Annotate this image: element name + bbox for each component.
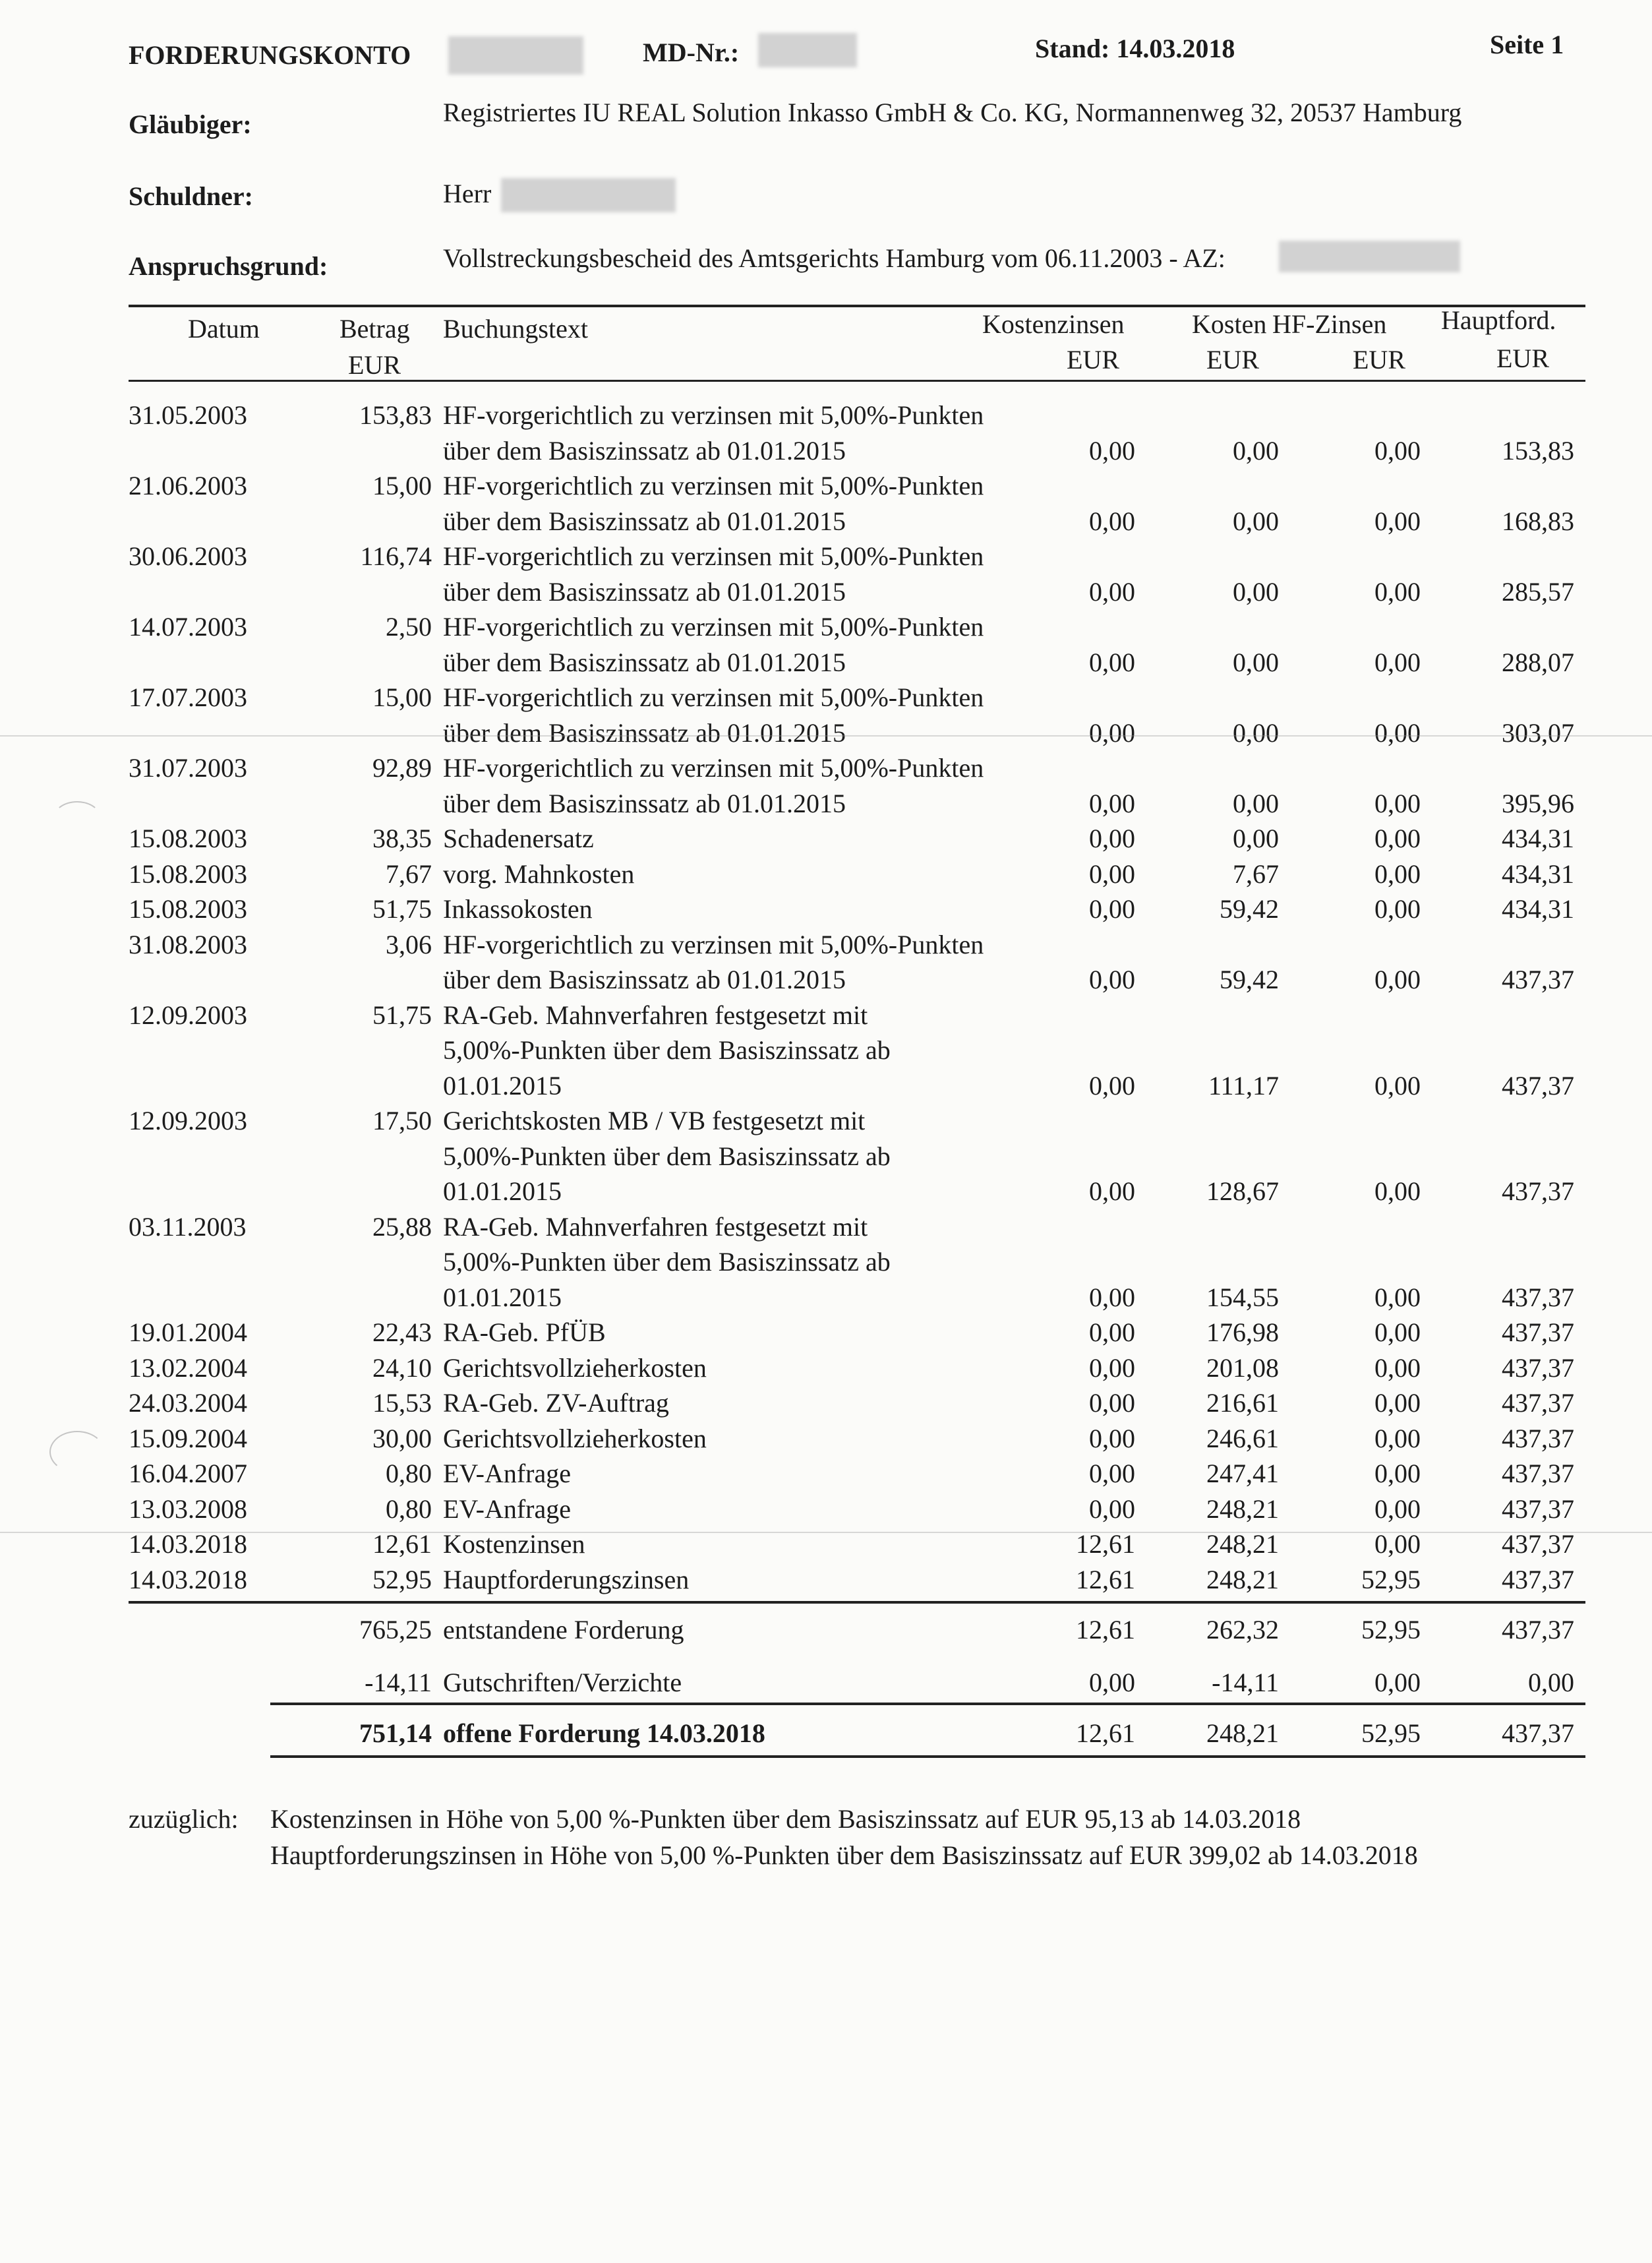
row-buchungstext: RA-Geb. Mahnverfahren festgesetzt mit: [443, 1211, 868, 1242]
scan-line: [0, 1532, 1652, 1533]
row-kostenzinsen: 0,00: [1089, 894, 1135, 924]
summary-mid-rule: [270, 1703, 1585, 1705]
row-hf-zinsen: 0,00: [1374, 1459, 1421, 1488]
row-betrag: 25,88: [372, 1211, 432, 1242]
row-kosten: 111,17: [1208, 1070, 1279, 1101]
row-kosten: 176,98: [1206, 1317, 1279, 1347]
row-buchungstext: über dem Basiszinssatz ab 01.01.2015: [443, 788, 846, 818]
row-kosten: 59,42: [1220, 965, 1279, 994]
row-hauptford: 434,31: [1502, 859, 1574, 889]
row-betrag: 24,10: [372, 1352, 432, 1383]
row-buchungstext: über dem Basiszinssatz ab 01.01.2015: [443, 506, 846, 536]
row-betrag: 3,06: [386, 929, 432, 959]
summary-kostenzinsen: 12,61: [1076, 1615, 1135, 1644]
row-buchungstext: RA-Geb. ZV-Auftrag: [443, 1388, 669, 1418]
summary-kosten: 262,32: [1206, 1615, 1279, 1644]
row-datum: 31.05.2003: [129, 400, 247, 430]
row-buchungstext: Inkassokosten: [443, 894, 593, 924]
row-betrag: 116,74: [360, 541, 432, 571]
row-hf-zinsen: 0,00: [1374, 1070, 1421, 1101]
redacted-debtor-name: [501, 178, 676, 212]
scan-line: [0, 735, 1652, 737]
row-buchungstext: 5,00%-Punkten über dem Basiszinssatz ab: [443, 1035, 891, 1065]
row-kosten: 246,61: [1206, 1423, 1279, 1453]
row-kostenzinsen: 12,61: [1076, 1529, 1135, 1559]
row-buchungstext: HF-vorgerichtlich zu verzinsen mit 5,00%-Punkten: [443, 400, 984, 430]
row-hauptford: 437,37: [1502, 1388, 1574, 1418]
summary-betrag: -14,11: [365, 1668, 432, 1697]
summary-hauptford: 437,37: [1502, 1615, 1574, 1644]
glaeubiger-label: Gläubiger:: [129, 109, 252, 139]
row-kosten: 201,08: [1206, 1352, 1279, 1383]
row-buchungstext: HF-vorgerichtlich zu verzinsen mit 5,00%-Punkten: [443, 541, 984, 571]
row-buchungstext: EV-Anfrage: [443, 1459, 572, 1488]
row-kostenzinsen: 12,61: [1076, 1564, 1135, 1594]
row-hf-zinsen: 0,00: [1374, 1282, 1421, 1312]
row-betrag: 17,50: [372, 1106, 432, 1135]
redacted-case-number: [1279, 241, 1460, 272]
row-hauptford: 437,37: [1502, 1282, 1574, 1312]
row-kostenzinsen: 0,00: [1089, 1176, 1135, 1206]
footer-label: zuzüglich:: [129, 1804, 239, 1834]
row-kosten: 154,55: [1206, 1282, 1279, 1312]
row-kosten: 0,00: [1233, 788, 1279, 818]
anspruchsgrund-value: Vollstreckungsbescheid des Amtsgerichts Hamburg vom 06.11.2003 - AZ:: [443, 243, 1225, 273]
row-buchungstext: über dem Basiszinssatz ab 01.01.2015: [443, 717, 846, 748]
row-hauptford: 437,37: [1502, 1317, 1574, 1347]
row-betrag: 51,75: [372, 894, 432, 924]
col-datum: Datum: [188, 314, 260, 344]
row-datum: 31.07.2003: [129, 753, 247, 783]
summary-betrag: 765,25: [359, 1615, 432, 1644]
stand-date: Stand: 14.03.2018: [1035, 34, 1235, 63]
row-hf-zinsen: 0,00: [1374, 965, 1421, 994]
row-hf-zinsen: 0,00: [1374, 1317, 1421, 1347]
row-betrag: 7,67: [386, 859, 432, 889]
row-hf-zinsen: 0,00: [1374, 1494, 1421, 1524]
row-buchungstext: über dem Basiszinssatz ab 01.01.2015: [443, 576, 846, 607]
footer-line-1: Kostenzinsen in Höhe von 5,00 %-Punkten über dem Basiszinssatz auf EUR 95,13 ab 14.03.2018: [270, 1804, 1301, 1834]
row-betrag: 15,00: [372, 682, 432, 712]
scan-mark: [53, 801, 102, 837]
row-kosten: 0,00: [1233, 717, 1279, 748]
row-kostenzinsen: 0,00: [1089, 1388, 1135, 1418]
row-hf-zinsen: 0,00: [1374, 824, 1421, 853]
row-betrag: 92,89: [372, 753, 432, 783]
row-kostenzinsen: 0,00: [1089, 1494, 1135, 1524]
row-hauptford: 437,37: [1502, 1494, 1574, 1524]
row-hf-zinsen: 0,00: [1374, 576, 1421, 607]
row-hauptford: 168,83: [1502, 506, 1574, 536]
summary-hauptford: 437,37: [1502, 1718, 1574, 1748]
summary-kosten: -14,11: [1212, 1668, 1279, 1697]
row-hauptford: 153,83: [1502, 435, 1574, 466]
row-buchungstext: 01.01.2015: [443, 1176, 562, 1206]
row-buchungstext: Gerichtsvollzieherkosten: [443, 1423, 707, 1453]
table-top-rule: [129, 305, 1585, 307]
col-betrag: Betrag: [339, 314, 410, 344]
row-kostenzinsen: 0,00: [1089, 435, 1135, 466]
row-buchungstext: HF-vorgerichtlich zu verzinsen mit 5,00%-Punkten: [443, 612, 984, 642]
row-kostenzinsen: 0,00: [1089, 824, 1135, 853]
summary-kostenzinsen: 12,61: [1076, 1718, 1135, 1748]
row-kosten: 128,67: [1206, 1176, 1279, 1206]
redacted-md-number: [758, 33, 857, 67]
col-hf-zinsen-unit: EUR: [1353, 345, 1405, 375]
row-datum: 15.08.2003: [129, 859, 247, 889]
row-datum: 15.08.2003: [129, 894, 247, 924]
row-buchungstext: RA-Geb. Mahnverfahren festgesetzt mit: [443, 1000, 868, 1030]
row-kostenzinsen: 0,00: [1089, 717, 1135, 748]
row-betrag: 38,35: [372, 824, 432, 853]
col-kostenzinsen: Kostenzinsen: [982, 309, 1125, 339]
row-hf-zinsen: 0,00: [1374, 1529, 1421, 1559]
row-buchungstext: HF-vorgerichtlich zu verzinsen mit 5,00%-Punkten: [443, 682, 984, 712]
row-datum: 19.01.2004: [129, 1317, 247, 1347]
row-hauptford: 437,37: [1502, 1529, 1574, 1559]
row-buchungstext: HF-vorgerichtlich zu verzinsen mit 5,00%-Punkten: [443, 753, 984, 783]
row-kostenzinsen: 0,00: [1089, 647, 1135, 677]
redacted-account-number: [448, 36, 583, 75]
summary-hf-zinsen: 0,00: [1374, 1668, 1421, 1697]
row-kostenzinsen: 0,00: [1089, 576, 1135, 607]
row-hf-zinsen: 0,00: [1374, 647, 1421, 677]
row-hauptford: 437,37: [1502, 1176, 1574, 1206]
row-datum: 13.03.2008: [129, 1494, 247, 1524]
summary-text: offene Forderung 14.03.2018: [443, 1718, 765, 1748]
row-hf-zinsen: 0,00: [1374, 894, 1421, 924]
row-datum: 03.11.2003: [129, 1211, 247, 1242]
row-kosten: 0,00: [1233, 576, 1279, 607]
summary-hauptford: 0,00: [1528, 1668, 1574, 1697]
row-betrag: 30,00: [372, 1423, 432, 1453]
row-datum: 31.08.2003: [129, 929, 247, 959]
row-kosten: 248,21: [1206, 1494, 1279, 1524]
anspruchsgrund-label: Anspruchsgrund:: [129, 251, 328, 281]
row-buchungstext: Hauptforderungszinsen: [443, 1564, 690, 1594]
row-buchungstext: RA-Geb. PfÜB: [443, 1317, 606, 1347]
row-buchungstext: 01.01.2015: [443, 1070, 562, 1101]
col-buchungstext: Buchungstext: [443, 314, 588, 344]
row-datum: 30.06.2003: [129, 541, 247, 571]
row-kosten: 248,21: [1206, 1564, 1279, 1594]
row-hf-zinsen: 0,00: [1374, 1176, 1421, 1206]
row-datum: 14.03.2018: [129, 1564, 247, 1594]
row-kosten: 247,41: [1206, 1459, 1279, 1488]
summary-bottom-rule: [270, 1755, 1585, 1758]
row-kostenzinsen: 0,00: [1089, 1282, 1135, 1312]
row-betrag: 22,43: [372, 1317, 432, 1347]
row-hauptford: 437,37: [1502, 1070, 1574, 1101]
row-kostenzinsen: 0,00: [1089, 965, 1135, 994]
row-betrag: 0,80: [386, 1494, 432, 1524]
row-datum: 16.04.2007: [129, 1459, 247, 1488]
row-kostenzinsen: 0,00: [1089, 1459, 1135, 1488]
row-datum: 15.09.2004: [129, 1423, 247, 1453]
row-buchungstext: über dem Basiszinssatz ab 01.01.2015: [443, 435, 846, 466]
row-buchungstext: 5,00%-Punkten über dem Basiszinssatz ab: [443, 1141, 891, 1171]
row-kostenzinsen: 0,00: [1089, 1070, 1135, 1101]
col-kosten: Kosten: [1192, 309, 1267, 339]
row-buchungstext: Gerichtskosten MB / VB festgesetzt mit: [443, 1106, 866, 1135]
summary-hf-zinsen: 52,95: [1361, 1615, 1421, 1644]
row-kosten: 0,00: [1233, 506, 1279, 536]
row-buchungstext: Kostenzinsen: [443, 1529, 585, 1559]
row-buchungstext: Gerichtsvollzieherkosten: [443, 1352, 707, 1383]
summary-kosten: 248,21: [1206, 1718, 1279, 1748]
row-datum: 24.03.2004: [129, 1388, 247, 1418]
row-buchungstext: Schadenersatz: [443, 824, 594, 853]
row-betrag: 2,50: [386, 612, 432, 642]
row-betrag: 15,53: [372, 1388, 432, 1418]
row-kostenzinsen: 0,00: [1089, 1317, 1135, 1347]
col-hauptford-unit: EUR: [1496, 344, 1549, 373]
row-hf-zinsen: 0,00: [1374, 1423, 1421, 1453]
row-hauptford: 437,37: [1502, 1564, 1574, 1594]
row-buchungstext: 5,00%-Punkten über dem Basiszinssatz ab: [443, 1247, 891, 1277]
scan-mark: [49, 1431, 105, 1473]
row-hauptford: 437,37: [1502, 1459, 1574, 1488]
row-betrag: 0,80: [386, 1459, 432, 1488]
row-hauptford: 437,37: [1502, 1423, 1574, 1453]
row-kosten: 216,61: [1206, 1388, 1279, 1418]
row-betrag: 153,83: [359, 400, 432, 430]
row-buchungstext: HF-vorgerichtlich zu verzinsen mit 5,00%-Punkten: [443, 929, 984, 959]
row-datum: 14.07.2003: [129, 612, 247, 642]
row-betrag: 52,95: [372, 1564, 432, 1594]
row-kosten: 0,00: [1233, 824, 1279, 853]
row-buchungstext: über dem Basiszinssatz ab 01.01.2015: [443, 647, 846, 677]
row-datum: 12.09.2003: [129, 1106, 247, 1135]
row-kostenzinsen: 0,00: [1089, 788, 1135, 818]
row-hauptford: 437,37: [1502, 1352, 1574, 1383]
row-datum: 14.03.2018: [129, 1529, 247, 1559]
row-buchungstext: EV-Anfrage: [443, 1494, 572, 1524]
row-hauptford: 434,31: [1502, 824, 1574, 853]
row-hf-zinsen: 0,00: [1374, 506, 1421, 536]
row-kosten: 248,21: [1206, 1529, 1279, 1559]
row-datum: 15.08.2003: [129, 824, 247, 853]
row-datum: 17.07.2003: [129, 682, 247, 712]
header-bottom-rule: [129, 380, 1585, 382]
row-kosten: 59,42: [1220, 894, 1279, 924]
row-kostenzinsen: 0,00: [1089, 506, 1135, 536]
row-hauptford: 303,07: [1502, 717, 1574, 748]
row-hauptford: 395,96: [1502, 788, 1574, 818]
row-hf-zinsen: 0,00: [1374, 1388, 1421, 1418]
document-title: FORDERUNGSKONTO: [129, 40, 411, 70]
row-buchungstext: über dem Basiszinssatz ab 01.01.2015: [443, 965, 846, 994]
col-kosten-unit: EUR: [1206, 345, 1259, 375]
row-kostenzinsen: 0,00: [1089, 1352, 1135, 1383]
row-kosten: 0,00: [1233, 435, 1279, 466]
row-hauptford: 288,07: [1502, 647, 1574, 677]
row-hf-zinsen: 0,00: [1374, 788, 1421, 818]
row-kosten: 7,67: [1233, 859, 1279, 889]
col-kostenzinsen-unit: EUR: [1067, 345, 1119, 375]
row-buchungstext: HF-vorgerichtlich zu verzinsen mit 5,00%-Punkten: [443, 471, 984, 500]
col-hauptford: Hauptford.: [1441, 305, 1556, 335]
row-hf-zinsen: 0,00: [1374, 1352, 1421, 1383]
row-hauptford: 285,57: [1502, 576, 1574, 607]
row-datum: 12.09.2003: [129, 1000, 247, 1030]
summary-top-rule: [129, 1601, 1585, 1604]
summary-kostenzinsen: 0,00: [1089, 1668, 1135, 1697]
row-kostenzinsen: 0,00: [1089, 859, 1135, 889]
col-betrag-unit: EUR: [348, 350, 401, 380]
summary-text: entstandene Forderung: [443, 1615, 684, 1644]
schuldner-value: Herr: [443, 179, 492, 208]
row-hf-zinsen: 0,00: [1374, 859, 1421, 889]
row-buchungstext: 01.01.2015: [443, 1282, 562, 1312]
col-hf-zinsen: HF-Zinsen: [1272, 309, 1387, 339]
row-datum: 21.06.2003: [129, 471, 247, 500]
row-hauptford: 434,31: [1502, 894, 1574, 924]
footer-line-2: Hauptforderungszinsen in Höhe von 5,00 %-Punkten über dem Basiszinssatz auf EUR 399,02 ab 14.03.2018: [270, 1840, 1418, 1870]
glaeubiger-value: Registriertes IU REAL Solution Inkasso GmbH & Co. KG, Normannenweg 32, 20537 Hamburg: [443, 98, 1462, 127]
row-hf-zinsen: 0,00: [1374, 435, 1421, 466]
row-kosten: 0,00: [1233, 647, 1279, 677]
md-label: MD-Nr.:: [643, 38, 740, 67]
summary-hf-zinsen: 52,95: [1361, 1718, 1421, 1748]
page-number: Seite 1: [1490, 30, 1564, 59]
row-buchungstext: vorg. Mahnkosten: [443, 859, 635, 889]
row-betrag: 12,61: [372, 1529, 432, 1559]
row-hf-zinsen: 0,00: [1374, 717, 1421, 748]
row-betrag: 51,75: [372, 1000, 432, 1030]
row-hf-zinsen: 52,95: [1361, 1564, 1421, 1594]
row-datum: 13.02.2004: [129, 1352, 247, 1383]
summary-betrag: 751,14: [359, 1718, 432, 1748]
row-kostenzinsen: 0,00: [1089, 1423, 1135, 1453]
row-betrag: 15,00: [372, 471, 432, 500]
row-hauptford: 437,37: [1502, 965, 1574, 994]
summary-text: Gutschriften/Verzichte: [443, 1668, 682, 1697]
schuldner-label: Schuldner:: [129, 181, 253, 211]
